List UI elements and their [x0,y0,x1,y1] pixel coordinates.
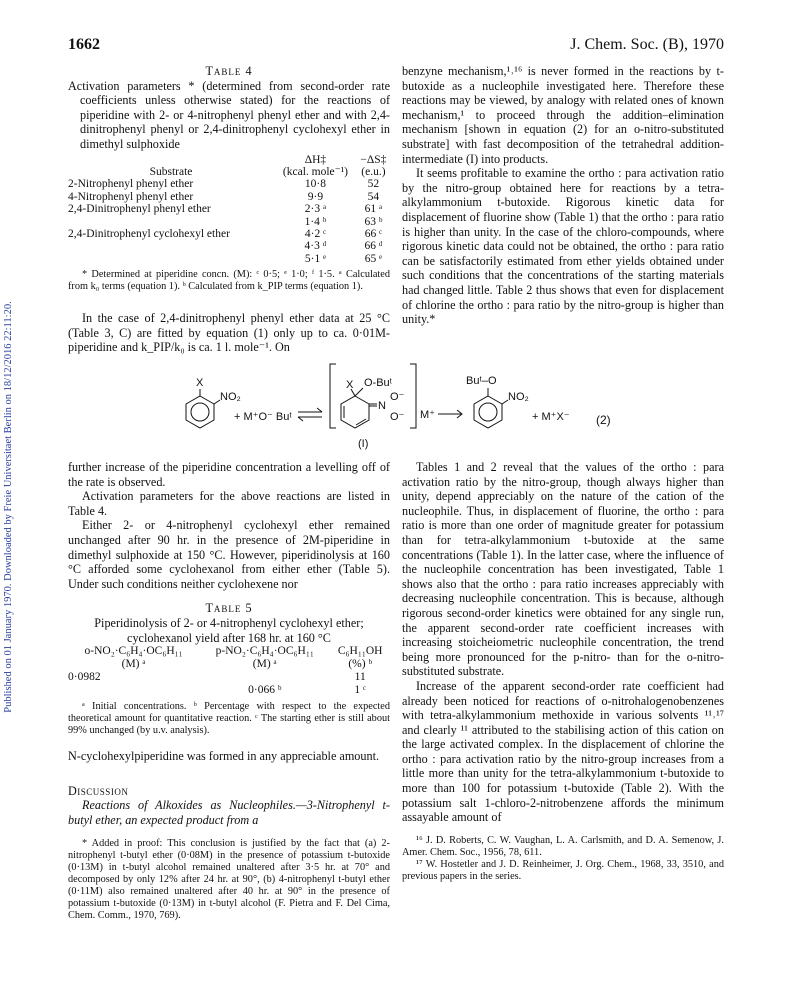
scheme-o1: O⁻ [390,391,405,403]
table4-cell: 2·3 ᵃ [304,203,327,216]
intermediate-label: (I) [358,438,369,450]
table4-cell: 2,4-Dinitrophenyl phenyl ether [68,203,211,216]
scheme-obut: O-Buᵗ [364,377,393,389]
table-row [68,671,390,684]
right-paragraph-4: Increase of the apparent second-order rate coefficient had already been noticed for reactions of o-nitrohalogenobenzenes with tetra-alkylammonium methoxide in various solvents ¹¹˒¹⁷ and clearly ¹¹ attributed to the stabilising action of this cation on the large activated complex. In the displacement of chlorine the ortho : para activation ratio by the nitro-group increases from a little more than unity for the tetra-alkylammonium t-butoxide to more than 100 for potassium t-butoxide (Table 2). With the potassium salt 1-chloro-2-nitrobenzene affords the minimum assayable amount of [402,678,724,825]
table4-cell: 9·9 [307,190,324,203]
table-row [68,240,390,252]
scheme-m-plus: M⁺ [420,409,435,421]
table4-cell: 54 [367,190,380,203]
table5-head-ortho: o-NO₂·C₆H₄·OC₆H₁₁ [84,645,183,658]
scheme-x-intermediate: X [346,379,354,391]
scheme-n: N [378,400,386,412]
reference-16: ¹⁶ J. D. Roberts, C. W. Vaughan, L. A. Carlsmith, and D. A. Semenow, J. Amer. Chem. Soc., 1956, 78, 611. [402,834,724,858]
table4-cell: 10·8 [304,178,326,191]
right-column-bottom [402,460,724,883]
left-paragraph-3: Activation parameters for the above reactions are listed in Table 4. [68,489,390,518]
table4-cell: 65 ᵉ [364,252,383,265]
table4-head-dh: ΔH‡ [304,153,327,166]
table4 [68,154,390,266]
table4-head-ds-unit: (e.u.) [361,165,386,178]
scheme-x: X [196,377,204,389]
table4-cell: 4-Nitrophenyl phenyl ether [68,190,194,203]
forward-arrow [438,410,462,418]
scheme-no2: NO₂ [220,391,241,403]
table5-description: Piperidinolysis of 2- or 4-nitrophenyl cyclohexyl ether; cyclohexanol yield after 168 hr. at 160 °C [94,615,364,645]
scheme-product-no2: NO₂ [508,391,529,403]
page-number: 1662 [68,36,100,53]
scheme-reagent: + M⁺O⁻ Buᵗ [234,411,292,423]
equation-number: (2) [596,413,611,427]
scheme-mx: + M⁺X⁻ [532,411,570,423]
table-row [68,228,390,240]
table4-caption: Table 4 [205,64,253,78]
table4-cell: 66 ᶜ [364,228,383,240]
table4-cell: 63 ᵇ [364,215,383,228]
left-bracket [330,364,336,428]
table5-cell: 0·0982 [68,671,101,684]
reaction-scheme [170,356,640,456]
table5 [68,645,390,697]
table5-footnote: ᵃ Initial concentrations. ᵇ Percentage with respect to the expected theoretical amount for quantitative reaction. ᶜ The starting ether is still about 99% unchanged (by u.v. analysis). [68,701,390,737]
table-row [68,253,390,265]
left-paragraph-5: N-cyclohexylpiperidine was formed in any appreciable amount. [68,749,380,764]
table5-unit-3: (%) ᵇ [348,658,373,671]
discussion-paragraph: Reactions of Alkoxides as Nucleophiles.—3-Nitrophenyl t-butyl ether, an expected product from a [68,798,390,827]
table4-head-substrate: Substrate [149,165,193,178]
table4-head-ds: −ΔS‡ [360,153,387,166]
table5-cell: 1 ᶜ [354,684,366,697]
table4-cell: 1·4 ᵇ [304,215,327,228]
discussion-heading: Discussion [68,783,129,798]
table-row [68,191,390,203]
product-ring [474,388,508,428]
table4-cell [68,253,274,265]
table5-unit-1: (M) ᵃ [121,658,146,671]
right-paragraph-1: benzyne mechanism,¹˒¹⁶ is never formed in the reactions by t-butoxide as a nucleophile investigated here. Therefore these reactions may be viewed, by analogy with related ones of known mechanism,¹ to proceed through the addition–elimination mechanism [shown in equation (2) for an o-nitro-substituted substrate] with fast decomposition of the tetrahedral addition-intermediate (I) into products. [402,64,724,166]
reactant-ring [186,389,220,428]
journal-header: J. Chem. Soc. (B), 1970 [570,36,724,53]
table4-cell: 4·2 ᶜ [304,228,327,240]
table-row [68,178,390,190]
table4-cell [68,216,274,228]
right-paragraph-2: It seems profitable to examine the ortho : para activation ratio by the nitro-group obtained here for reactions by a tetra-alkylammonium t-butoxide. Rigorous kinetic data for displacement of fluorine show (Table 1) that the ortho : para ratio is higher than unity. In the case of the chloro-compounds, where rigorous kinetic data could not be obtained, the ortho : para ratio can be satisfactorily estimated from ether yields obtained under such conditions that the concentrations of the starting materials had changed little. Table 2 thus shows that even for displacement of chlorine the ortho : para ratio by the nitro-group is higher than unity.* [402,166,724,327]
scheme-obut-product: Buᵗ–O [466,375,497,387]
table5-cell: 11 [354,671,366,684]
added-in-proof-footnote: * Added in proof: This conclusion is justified by the fact that (a) 2-nitrophenyl t-butyl ether (0·08M) in the presence of potassium t-butoxide (0·13M) in t-butyl alcohol remained unaltered after 3·5 hr. at 70° and decomposed by only 12% after 24 hr. at 90°, (b) 4-nitrophenyl t-butyl ether (0·11M) also remained unaltered after 40 hr. at 90° in the presence of potassium t-butoxide (0·13M) in t-butyl alcohol (F. Pietra and F. Del Cima, Chem. Comm., 1970, 769). [68,837,390,921]
table4-footnote: * Determined at piperidine concn. (M): ᶜ 0·5; ᵉ 1·0; ᶠ 1·5. ᵃ Calculated from k₀ terms (equation 1). ᵇ Calculated from k_PIP terms (equation 1). [68,269,390,293]
download-watermark: Published on 01 January 1970. Downloaded by Freie Universitaet Berlin on 18/12/2016 22:11:20. [3,301,14,713]
table4-cell: 4·3 ᵈ [304,240,327,253]
left-paragraph-4: Either 2- or 4-nitrophenyl cyclohexyl ether remained unchanged after 90 hr. in the presence of 2M-piperidine in dimethyl sulphoxide at 150 °C. However, piperidinolysis at 160 °C afforded some cyclohexanol from either ether (Table 5). Under such conditions neither cyclohexene nor [68,518,390,591]
table4-cell: 2-Nitrophenyl phenyl ether [68,178,194,191]
table4-cell: 66 ᵈ [364,240,383,253]
right-paragraph-3: Tables 1 and 2 reveal that the values of the ortho : para activation ratio by the nitro-group, though always higher than unity, depend appreciably on the nature of the cation of the nucleophile. Thus, in displacement of fluorine, the ortho : para ratio is more than one order of magnitude greater for potassium than for tetra-alkylammonium t-butoxide at the same concentrations (Table 1). In the latter case, where the influence of the nucleophile concentration has been investigated, Table 1 shows also that the ortho : para ratio increases appreciably with decreasing nucleophile concentration. This is because, although rigorous second-order kinetics were obtained for any single run, the apparent second-order rate coefficient increases with increasing stoicheiometric nucleophile concentration, the trend being more pronounced for the p-nitro- than for the o-nitro-substituted substrate. [402,460,724,679]
left-column-top [68,64,390,355]
scheme-o2: O⁻ [390,411,405,423]
table5-caption: Table 5 [205,601,253,616]
table4-cell [68,240,274,252]
table4-cell: 2,4-Dinitrophenyl cyclohexyl ether [68,228,230,240]
table5-head-cyclohexanol: C₆H₁₁OH [337,645,383,658]
table4-cell: 5·1 ᵉ [304,252,327,265]
table4-description: Activation parameters * (determined from second-order rate coefficients unless otherwise stated) for the reactions of piperidine with 2- or 4-nitrophenyl phenyl ether and with 2,4-dinitrophenyl phenyl or 2,4-dinitrophenyl cyclohexyl ether in dimethyl sulphoxide [68,78,390,151]
table5-cell: 0·066 ᵇ [248,684,282,697]
right-bracket [410,364,416,428]
table5-unit-2: (M) ᵃ [252,658,277,671]
reference-17: ¹⁷ W. Hostetler and J. D. Reinheimer, J. Org. Chem., 1968, 33, 3510, and previous papers in the series. [402,858,724,882]
table-row [68,684,390,697]
table4-cell: 61 ᵃ [364,203,383,216]
table-row [68,216,390,228]
left-paragraph-2: further increase of the piperidine concentration a levelling off of the rate is observed. [68,460,390,489]
table-row [68,203,390,215]
equilibrium-arrow [298,408,322,421]
table4-cell: 52 [367,178,380,191]
intermediate-ring [341,388,377,428]
right-column-top [402,64,724,327]
left-paragraph-1: In the case of 2,4-dinitrophenyl phenyl ether data at 25 °C (Table 3, C) are fitted by equation (1) only up to ca. 0·01M-piperidine and k_PIP/k₀ is ca. 1 l. mole⁻¹. On [68,311,390,355]
table5-head-para: p-NO₂·C₆H₄·OC₆H₁₁ [215,645,314,658]
left-column-bottom [68,460,390,922]
table4-head-dh-unit: (kcal. mole⁻¹) [282,165,348,178]
